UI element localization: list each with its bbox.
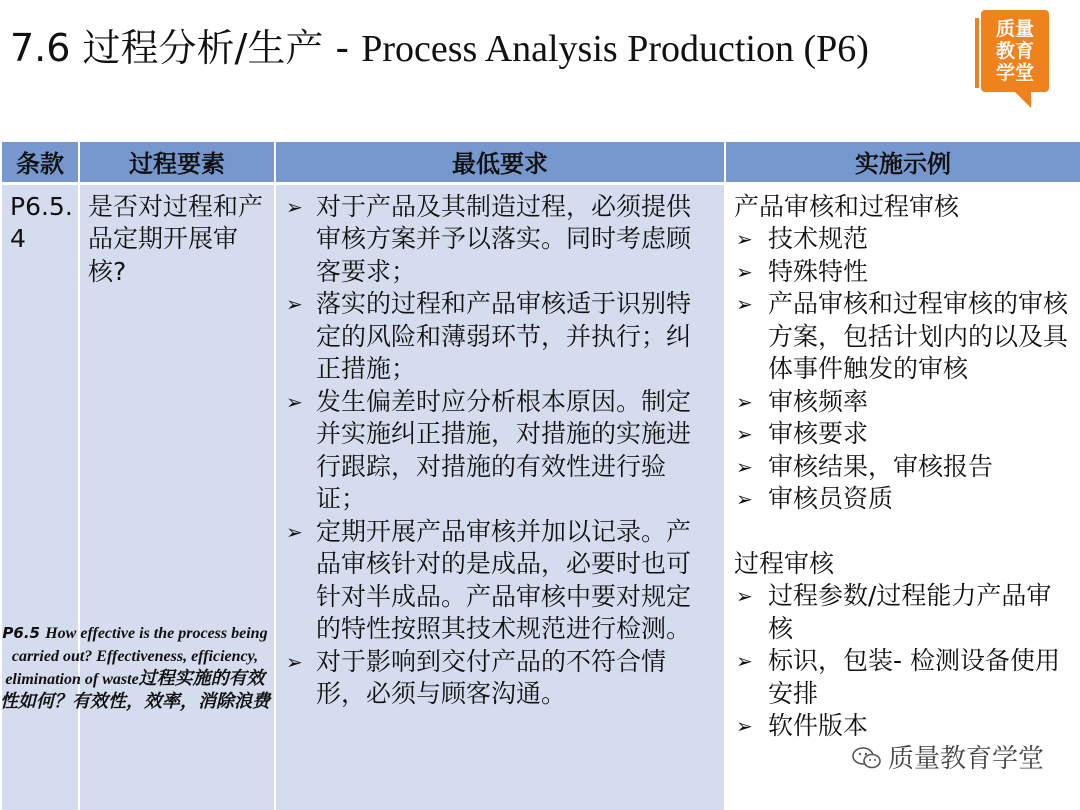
bullet-arrow-icon: ➢ [736,422,753,446]
list-item-text: 产品审核和过程审核的审核方案，包括计划内的以及具体事件触发的审核 [768,289,1069,383]
examples-group1-list [734,223,1074,516]
bullet-arrow-icon: ➢ [736,454,753,479]
list-item-text: 技术规范 [768,224,869,253]
list-item [284,288,714,386]
list-item [734,580,1074,645]
list-item [734,451,1074,484]
bullet-arrow-icon: ➢ [736,227,753,251]
list-item [284,386,714,516]
examples-group1-title: 产品审核和过程审核 [734,191,960,221]
clause-cell [1,183,79,810]
list-item-text: 发生偏差时应分析根本原因。制定并实施纠正措施，对措施的实施进行跟踪，对措施的有效性进行验证； [316,386,692,513]
table-row [1,183,1080,810]
watermark [852,742,1044,776]
list-item [734,288,1074,386]
logo-badge: 质量 教育 学堂 [981,10,1049,92]
list-item [284,191,714,289]
page-title-cn: 7.6 过程分析/生产 - [10,26,362,70]
list-item-text: 过程参数/过程能力产品审核 [768,581,1052,643]
list-item-text: 审核员资质 [768,484,894,513]
note-prefix: P6.5 [2,624,40,642]
list-item-text: 特殊特性 [768,256,869,286]
watermark-text: 质量教育学堂 [887,744,1044,774]
element-cell [79,183,275,810]
list-item-text: 审核要求 [768,419,869,448]
bullet-arrow-icon: ➢ [286,519,303,544]
list-item [734,223,1074,256]
header-examples: 实施示例 [725,141,1080,183]
note-en: How effective is the process being carried out? Effectiveness, efficiency, elimination of waste [5,625,268,688]
list-item [734,256,1074,289]
list-item-text: 定期开展产品审核并加以记录。产品审核针对的是成品，必要时也可针对半成品。产品审核中要对规定的特性按照其技术规范进行检测。 [316,516,692,643]
list-item-text: 审核结果，审核报告 [768,451,994,481]
bullet-arrow-icon: ➢ [736,259,753,284]
list-item [734,645,1074,710]
list-item [734,418,1074,451]
header-clause: 条款 [1,141,79,183]
list-item [284,646,714,711]
bullet-arrow-icon: ➢ [736,584,753,608]
clause-number: P6.5.4 [10,191,73,253]
list-item-text: 对于影响到交付产品的不符合情形，必须与顾客沟通。 [316,646,667,708]
page-title [10,20,869,80]
examples-cell [725,183,1080,810]
requirements-list [284,191,714,711]
process-element-text: 是否对过程和产品定期开展审核? [88,191,264,286]
bullet-arrow-icon: ➢ [736,649,753,673]
bullet-arrow-icon: ➢ [736,292,753,316]
brand-logo [975,10,1053,106]
bullet-arrow-icon: ➢ [286,194,303,219]
bullet-arrow-icon: ➢ [286,649,303,674]
list-item-text: 审核频率 [768,386,869,416]
examples-group2-list [734,580,1074,743]
requirements-cell [275,183,725,810]
list-item [734,710,1074,743]
bullet-arrow-icon: ➢ [736,389,753,414]
list-item-text: 软件版本 [768,711,869,740]
wechat-icon [852,746,882,770]
bullet-arrow-icon: ➢ [286,292,303,316]
note-cn: 过程实施的有效性如何？有效性，效率，消除浪费 [0,668,270,712]
table-header-row [1,141,1080,183]
effectiveness-note [0,622,270,713]
examples-group2-title: 过程审核 [734,548,835,578]
list-item [734,386,1074,419]
header-requirements: 最低要求 [275,141,725,183]
page-title-en: Process Analysis Production (P6) [361,28,869,70]
list-item [734,483,1074,516]
header-element: 过程要素 [79,141,275,183]
list-item-text: 落实的过程和产品审核适于识别特定的风险和薄弱环节，并执行；纠正措施； [316,289,692,383]
list-item-text: 标识，包装- 检测设备使用安排 [768,646,1060,708]
bullet-arrow-icon: ➢ [286,389,303,414]
bullet-arrow-icon: ➢ [736,714,753,738]
bullet-arrow-icon: ➢ [736,487,753,511]
list-item [284,516,714,646]
list-item-text: 对于产品及其制造过程，必须提供审核方案并予以落实。同时考虑顾客要求； [316,191,692,286]
